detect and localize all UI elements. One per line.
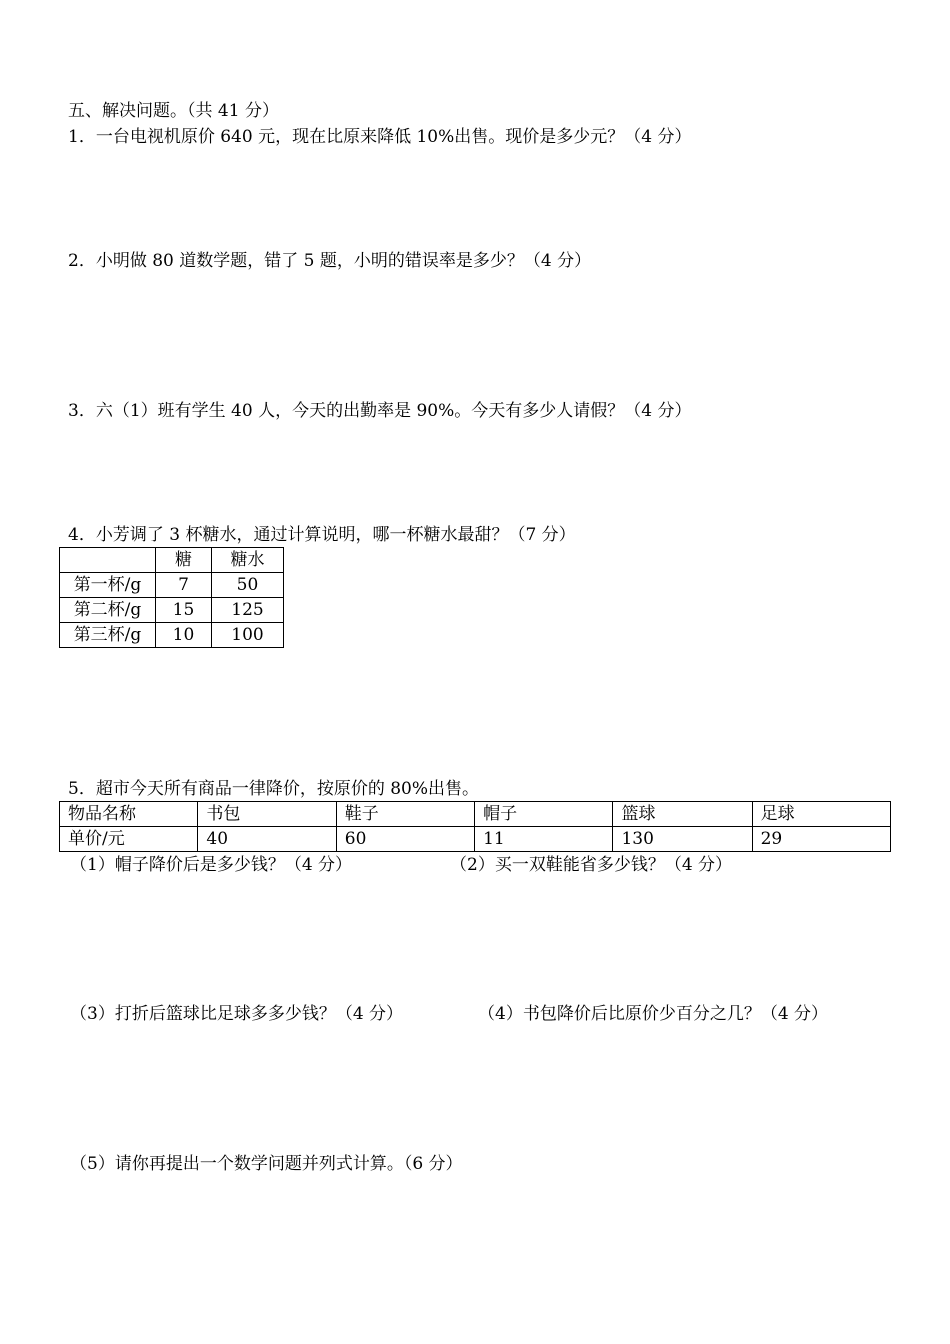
table-cell: 29 <box>752 827 890 852</box>
table-cell: 书包 <box>198 802 336 827</box>
table-cell <box>60 548 156 573</box>
sub-question-2: （2）买一双鞋能省多少钱？（4 分） <box>450 855 733 875</box>
table-row <box>60 573 284 598</box>
sub-question-4: （4）书包降价后比原价少百分之几？（4 分） <box>478 1004 829 1024</box>
table-row <box>60 802 891 827</box>
sugar-water-table <box>59 547 284 648</box>
table-cell: 50 <box>212 573 284 598</box>
sub-question-3: （3）打折后篮球比足球多多少钱？（4 分） <box>70 1004 404 1024</box>
table-cell: 篮球 <box>613 802 752 827</box>
table-cell: 第三杯/g <box>60 623 156 648</box>
sub-question-5: （5）请你再提出一个数学问题并列式计算。（6 分） <box>70 1154 463 1174</box>
table-cell: 鞋子 <box>336 802 474 827</box>
table-cell: 第二杯/g <box>60 598 156 623</box>
table-cell: 60 <box>336 827 474 852</box>
question-5: 5．超市今天所有商品一律降价，按原价的 80%出售。 <box>68 779 480 799</box>
table-row <box>60 623 284 648</box>
table-cell: 11 <box>475 827 613 852</box>
table-row <box>60 827 891 852</box>
question-2: 2．小明做 80 道数学题，错了 5 题，小明的错误率是多少？（4 分） <box>68 251 592 271</box>
table-header-row <box>60 548 284 573</box>
price-table <box>59 801 891 852</box>
table-cell: 物品名称 <box>60 802 198 827</box>
table-cell: 40 <box>198 827 336 852</box>
table-cell: 第一杯/g <box>60 573 156 598</box>
table-cell: 125 <box>212 598 284 623</box>
table-cell: 7 <box>156 573 212 598</box>
table-cell: 130 <box>613 827 752 852</box>
question-4: 4．小芳调了 3 杯糖水，通过计算说明，哪一杯糖水最甜？（7 分） <box>68 525 576 545</box>
table-cell: 足球 <box>752 802 890 827</box>
question-1: 1．一台电视机原价 640 元，现在比原来降低 10%出售。现价是多少元？（4 分） <box>68 127 692 147</box>
sub-question-1: （1）帽子降价后是多少钱？（4 分） <box>70 855 353 875</box>
table-cell: 10 <box>156 623 212 648</box>
section-title: 五、解决问题。（共 41 分） <box>68 101 279 121</box>
table-cell: 糖水 <box>212 548 284 573</box>
table-cell: 单价/元 <box>60 827 198 852</box>
table-cell: 15 <box>156 598 212 623</box>
table-cell: 100 <box>212 623 284 648</box>
table-row <box>60 598 284 623</box>
question-3: 3．六（1）班有学生 40 人，今天的出勤率是 90%。今天有多少人请假？（4 分） <box>68 401 692 421</box>
table-cell: 帽子 <box>475 802 613 827</box>
table-cell: 糖 <box>156 548 212 573</box>
